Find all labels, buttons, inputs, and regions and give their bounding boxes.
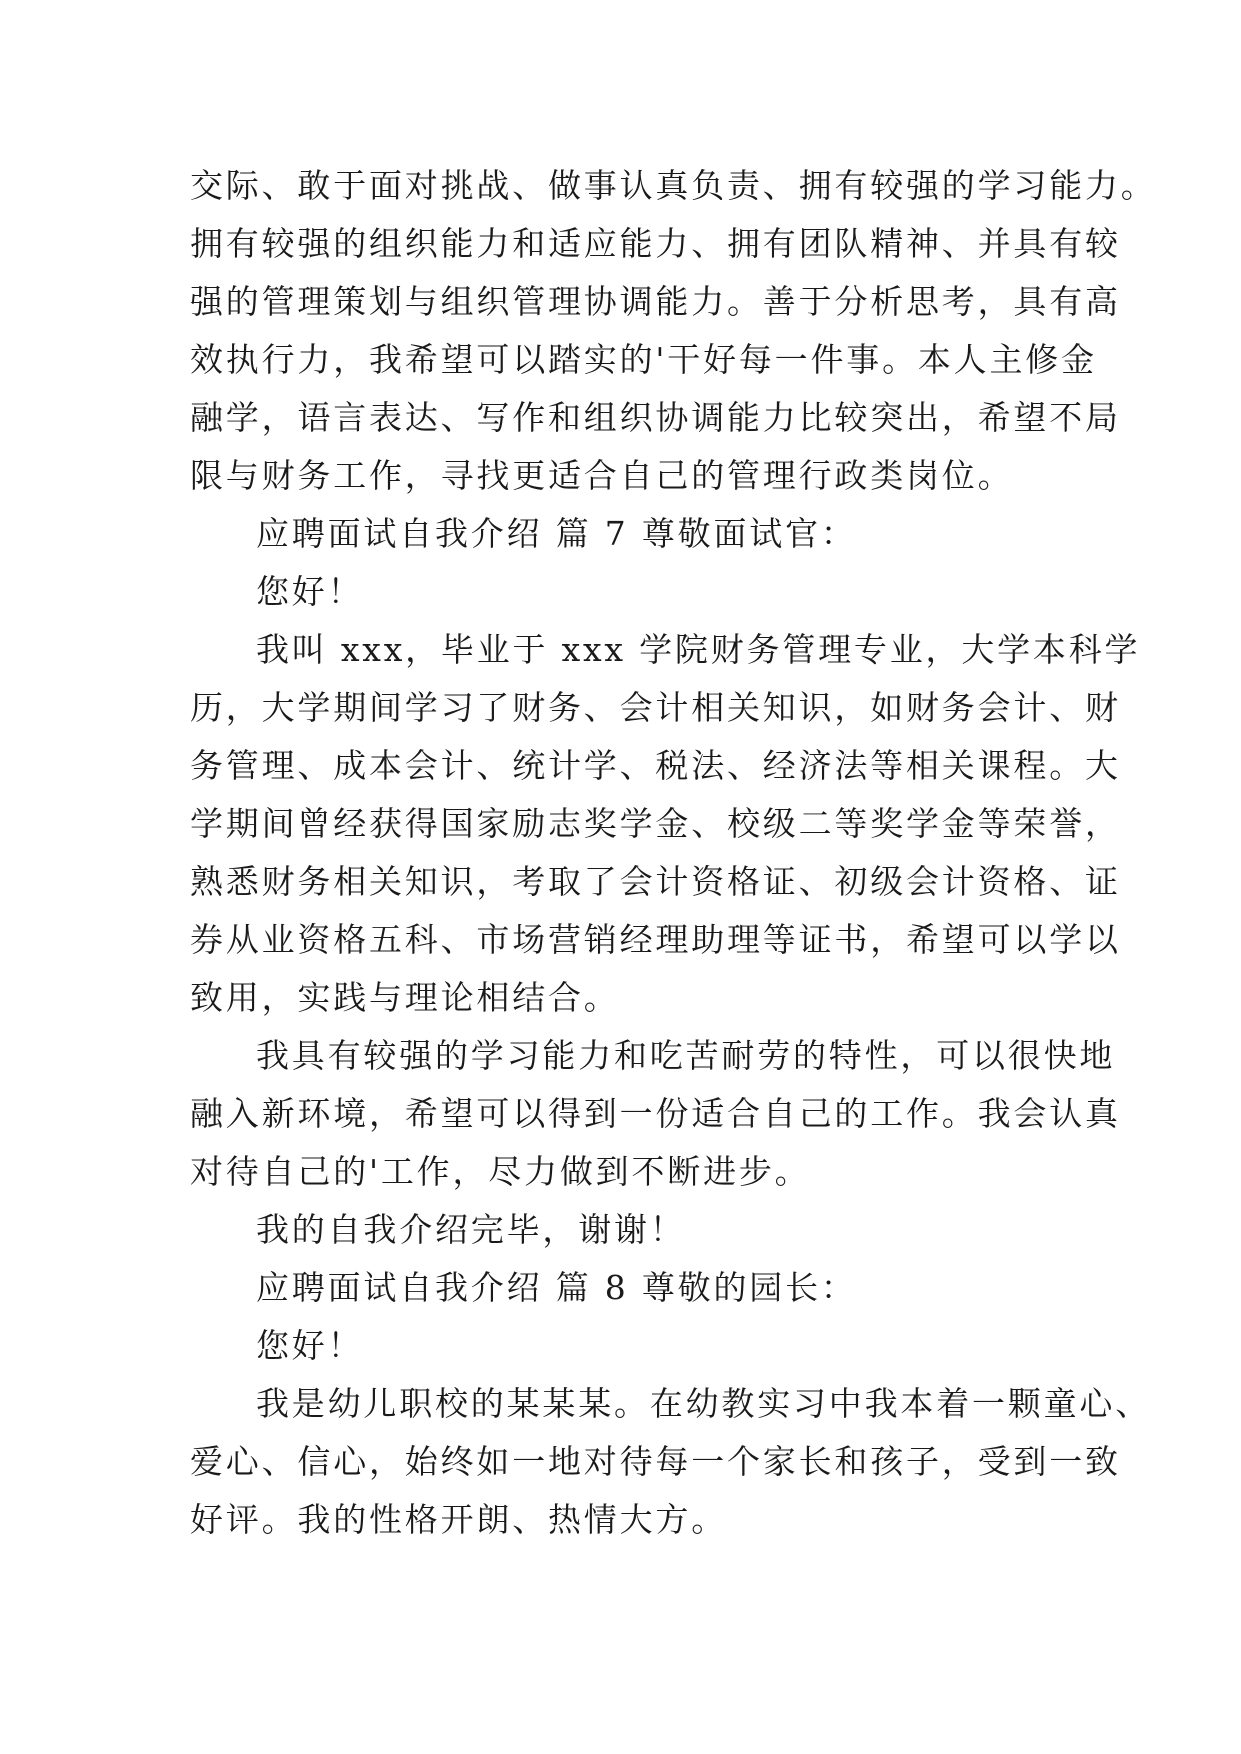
text-line: 学期间曾经获得国家励志奖学金、校级二等奖学金等荣誉， (190, 804, 1121, 843)
text-line: 融学，语言表达、写作和组织协调能力比较突出，希望不局 (190, 398, 1121, 437)
text-line: 历，大学期间学习了财务、会计相关知识，如财务会计、财 (190, 688, 1121, 727)
text-line: 融入新环境，希望可以得到一份适合自己的工作。我会认真 (190, 1094, 1121, 1133)
text-line: 交际、敢于面对挑战、做事认真负责、拥有较强的学习能力。 (190, 166, 1157, 205)
section-heading: 应聘面试自我介绍 篇 8 尊敬的园长： (256, 1268, 857, 1307)
text-line: 我具有较强的学习能力和吃苦耐劳的特性，可以很快地 (256, 1036, 1116, 1075)
text-line: 券从业资格五科、市场营销经理助理等证书，希望可以学以 (190, 920, 1121, 959)
text-line: 强的管理策划与组织管理协调能力。善于分析思考，具有高 (190, 282, 1121, 321)
text-line: 熟悉财务相关知识，考取了会计资格证、初级会计资格、证 (190, 862, 1121, 901)
text-line: 限与财务工作，寻找更适合自己的管理行政类岗位。 (190, 456, 1014, 495)
section-heading: 应聘面试自我介绍 篇 7 尊敬面试官： (256, 514, 857, 553)
text-line: 我的自我介绍完毕，谢谢！ (256, 1210, 686, 1249)
greeting: 您好！ (256, 1326, 364, 1365)
text-line: 对待自己的'工作，尽力做到不断进步。 (190, 1152, 811, 1191)
text-line: 我是幼儿职校的某某某。在幼教实习中我本着一颗童心、 (256, 1384, 1151, 1423)
text-line: 拥有较强的组织能力和适应能力、拥有团队精神、并具有较 (190, 224, 1121, 263)
greeting: 您好！ (256, 572, 364, 611)
text-line: 务管理、成本会计、统计学、税法、经济法等相关课程。大 (190, 746, 1121, 785)
text-line: 我叫 xxx，毕业于 xxx 学院财务管理专业，大学本科学 (256, 630, 1141, 669)
text-line: 致用，实践与理论相结合。 (190, 978, 620, 1017)
text-line: 爱心、信心，始终如一地对待每一个家长和孩子，受到一致 (190, 1442, 1121, 1481)
text-line: 效执行力，我希望可以踏实的'干好每一件事。本人主修金 (190, 340, 1097, 379)
text-line: 好评。我的性格开朗、热情大方。 (190, 1500, 727, 1539)
